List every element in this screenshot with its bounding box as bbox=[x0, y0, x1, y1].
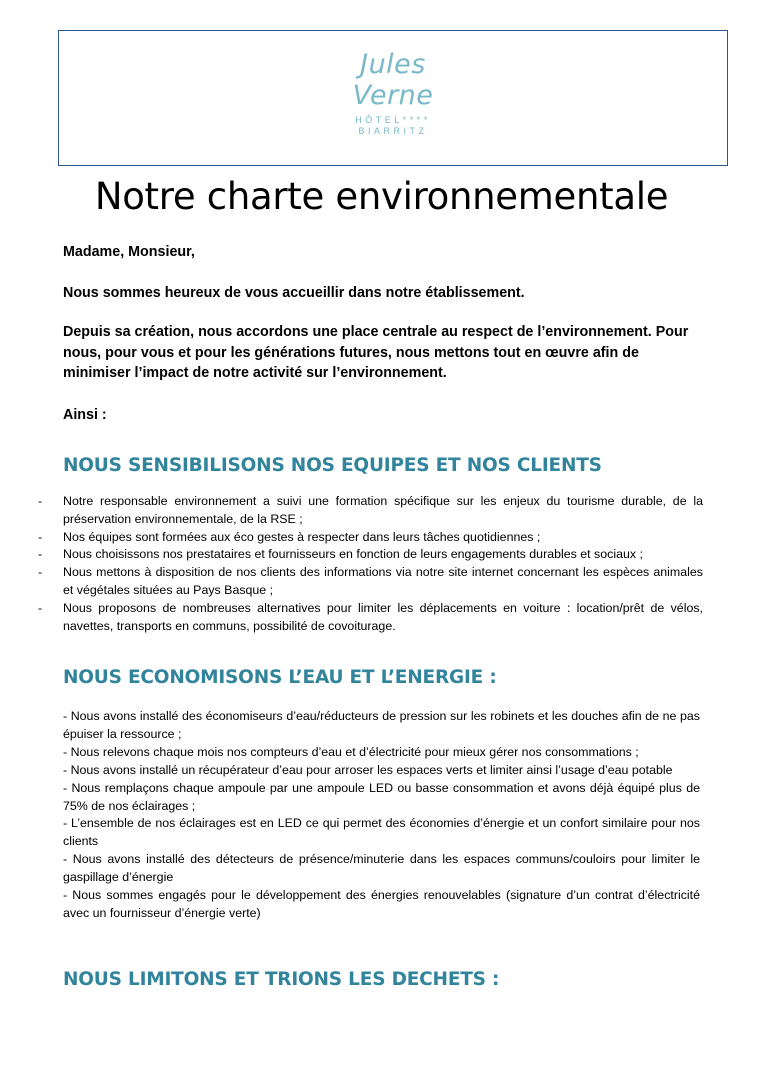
list-item: - Nous avons installé des détecteurs de présence/minuterie dans les espaces communs/couloirs pour limiter le gaspillage d’énergie bbox=[63, 852, 700, 885]
list-item: - Nous avons installé des économiseurs d’eau/réducteurs de pression sur les robinets et les douches afin de ne pas épuiser la ressource ; bbox=[63, 709, 700, 741]
list-item bbox=[38, 564, 703, 600]
list-item bbox=[38, 529, 703, 547]
list-item-text: Nous mettons à disposition de nos clients des informations via notre site internet concernant les espèces animales et végétales situées au Pays Basque ; bbox=[63, 565, 703, 597]
list-item bbox=[38, 546, 703, 564]
list-item: - Nous avons installé un récupérateur d’eau pour arroser les espaces verts et limiter ainsi l’usage d’eau potable bbox=[63, 762, 673, 777]
logo-script-line-1: Jules bbox=[360, 49, 426, 80]
hotel-logo bbox=[59, 49, 727, 137]
welcome-text: Nous sommes heureux de vous accueillir dans notre établissement. bbox=[63, 285, 525, 301]
list-dash: - bbox=[38, 565, 43, 580]
list-dash: - bbox=[38, 547, 43, 562]
logo-script-line-2: Verne bbox=[352, 80, 434, 111]
greeting: Madame, Monsieur, bbox=[63, 244, 195, 260]
list-dash: - bbox=[38, 529, 43, 544]
page-title: Notre charte environnementale bbox=[94, 175, 669, 218]
section-heading-water-energy: NOUS ECONOMISONS L’EAU ET L’ENERGIE : bbox=[63, 667, 497, 688]
list-dash: - bbox=[38, 600, 43, 615]
list-item: - Nous relevons chaque mois nos compteurs d’eau et d’électricité pour mieux gérer nos consommations ; bbox=[63, 744, 639, 759]
list-item-text: Nous choisissons nos prestataires et fournisseurs en fonction de leurs engagements durables et sociaux ; bbox=[63, 547, 643, 562]
commitment-paragraph: Depuis sa création, nous accordons une place centrale au respect de l’environnement. Pour nous, pour vous et pour les générations futures, nous mettons tout en œuvre afin de minimiser l’impact de notre activité sur l’environnement. bbox=[63, 324, 689, 381]
section-heading-awareness: NOUS SENSIBILISONS NOS EQUIPES ET NOS CLIENTS bbox=[63, 455, 602, 476]
list-item: - Nous sommes engagés pour le développement des énergies renouvelables (signature d’un contrat d’électricité avec un fournisseur d’énergie verte) bbox=[63, 888, 700, 920]
list-item bbox=[38, 600, 703, 636]
logo-city-text: BIARRITZ bbox=[358, 126, 428, 136]
section-heading-waste: NOUS LIMITONS ET TRIONS LES DECHETS : bbox=[63, 969, 500, 990]
list-item-text: Notre responsable environnement a suivi une formation spécifique sur les enjeux du tourisme durable, de la préservation environnementale, de la RSE ; bbox=[63, 494, 703, 526]
list-item: - L’ensemble de nos éclairages est en LED ce qui permet des économies d’énergie et un confort similaire pour nos clients bbox=[63, 816, 700, 849]
ainsi-text: Ainsi : bbox=[63, 407, 107, 423]
logo-hotel-text: HÔTEL**** bbox=[355, 115, 431, 125]
list-item: - Nous remplaçons chaque ampoule par une ampoule LED ou basse consommation et avons déjà équipé plus de 75% de nos éclairages ; bbox=[63, 780, 700, 813]
list-item bbox=[38, 493, 703, 529]
list-item-text: Nous proposons de nombreuses alternatives pour limiter les déplacements en voiture : location/prêt de vélos, navettes, transports en communs, possibilité de covoiturage. bbox=[63, 600, 703, 633]
list-dash: - bbox=[38, 494, 43, 508]
list-item-text: Nos équipes sont formées aux éco gestes à respecter dans leurs tâches quotidiennes ; bbox=[63, 529, 541, 544]
water-energy-list bbox=[63, 708, 700, 923]
logo-frame bbox=[58, 30, 728, 166]
awareness-list bbox=[38, 493, 703, 635]
